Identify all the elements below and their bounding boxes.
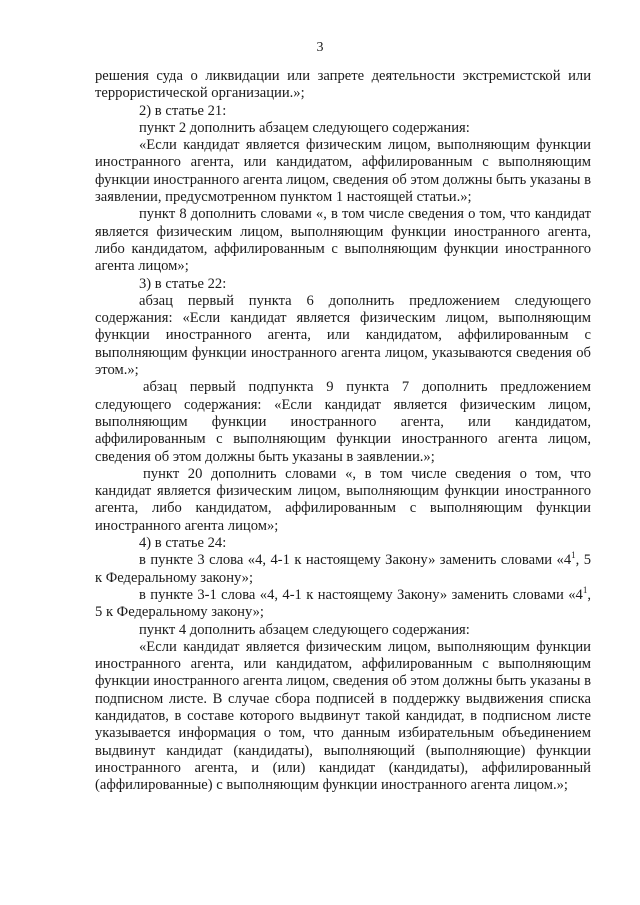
paragraph-article-22-point-20: пункт 20 дополнить словами «, в том числе сведения о том, что кандидат является физическим лицом, выполняющим функции иностранного агента, либо кандидатом, аффилированным с выполняющим функции иностранного агента лицом»; [95, 465, 591, 534]
page-number: 3 [316, 40, 324, 55]
point-3-1-text: в пункте 3-1 слова «4, 4-1 к настоящему Закону» заменить словами «4 [139, 586, 583, 603]
paragraph-1: решения суда о ликвидации или запрете деятельности экстремистской или террористической организации.»; [95, 68, 591, 102]
point-3-superscript: 1 [571, 550, 576, 561]
paragraph-article-21-point-2: пункт 2 дополнить абзацем следующего содержания: [139, 119, 470, 136]
paragraph-article-24-point-4: пункт 4 дополнить абзацем следующего содержания: [139, 621, 470, 638]
paragraph-article-24-point-3-1 [95, 587, 591, 622]
point-3-1-superscript: 1 [582, 585, 588, 596]
paragraph-article-21-point-8: пункт 8 дополнить словами «, в том числе сведения о том, что кандидат является физическим лицом, выполняющим функции иностранного агента, либо кандидатом, аффилированным с выполняющим функции иностранного агента лицом»; [95, 206, 591, 275]
article-22-heading: 3) в статье 22: [139, 275, 227, 292]
paragraph-article-24-point-3 [95, 552, 591, 587]
point-3-text: в пункте 3 слова «4, 4-1 к настоящему Закону» заменить словами «4 [139, 552, 572, 569]
point-3-1-text-end: , 5 к Федеральному закону»; [95, 586, 591, 621]
paragraph-article-22-point-6: абзац первый пункта 6 дополнить предложением следующего содержания: «Если кандидат является физическим лицом, выполняющим функции иностранного агента, или кандидатом, аффилированным с выполняющим функции иностранного агента лицом, указываются сведения об этом.»; [95, 292, 591, 379]
point-3-text-end: , 5 к Федеральному закону»; [95, 552, 591, 586]
quote-article-21-point-2: «Если кандидат является физическим лицом, выполняющим функции иностранного агента, или кандидатом, аффилированным с выполняющим функции иностранного агента лицом, сведения об этом должны быть указаны в заявлении, предусмотренном пунктом 1 настоящей статьи.»; [95, 137, 591, 206]
document-body [95, 68, 591, 794]
article-21-heading: 2) в статье 21: [139, 102, 227, 119]
paragraph-article-22-point-7: абзац первый подпункта 9 пункта 7 дополнить предложением следующего содержания: «Если кандидат является физическим лицом, выполняющим функции иностранного агента, или кандидатом, аффилированным с выполняющим функции иностранного агента лицом, сведения об этом должны быть указаны в заявлении.»; [95, 379, 591, 465]
quote-article-24-point-4: «Если кандидат является физическим лицом, выполняющим функции иностранного агента, или кандидатом, аффилированным с выполняющим функции иностранного агента лицом, сведения об этом должны быть указаны в подписном листе. В случае сбора подписей в поддержку выдвижения списка кандидатов, в составе которого выдвинут такой кандидат, в подписном листе указывается информация о том, что данным избирательным объединением выдвинут кандидат (кандидаты), выполняющий (выполняющие) функции иностранного агента, и (или) кандидат (кандидаты), аффилированный (аффилированные) с выполняющим функции иностранного агента лицом.»; [95, 638, 591, 794]
article-24-heading: 4) в статье 24: [139, 535, 227, 552]
